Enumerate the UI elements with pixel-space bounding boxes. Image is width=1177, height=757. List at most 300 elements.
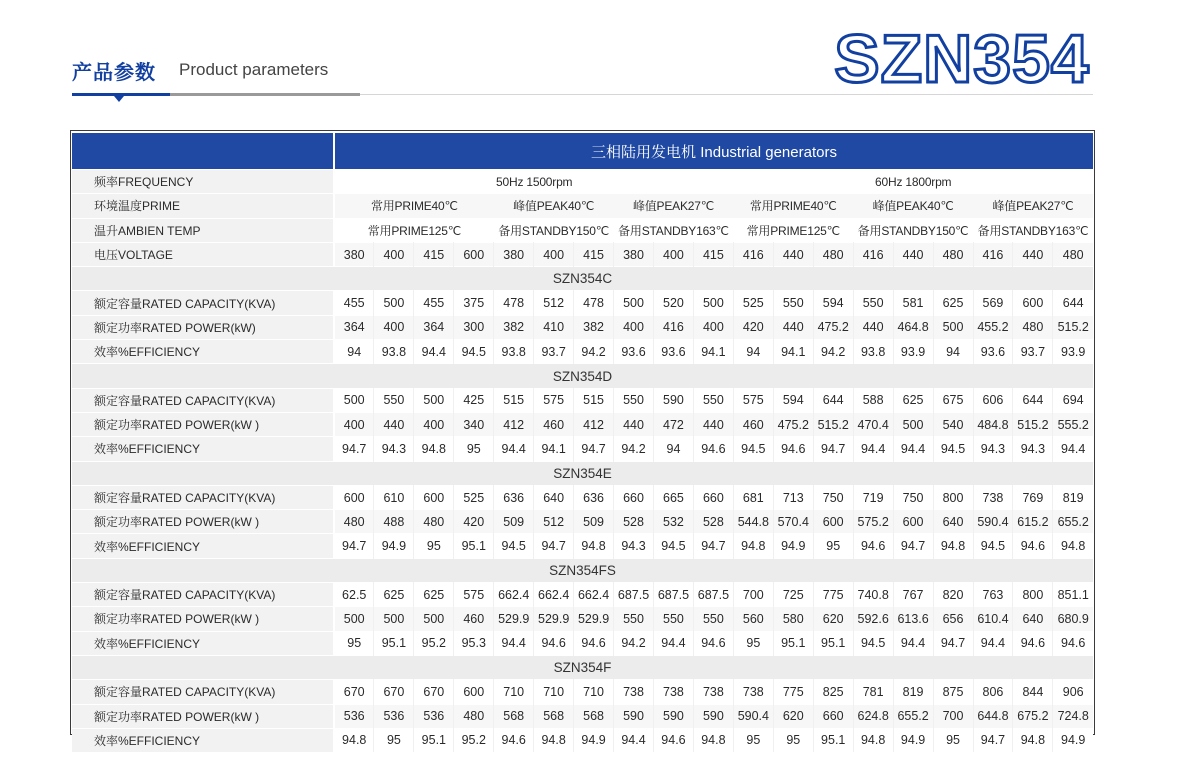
table-cell: 536	[334, 704, 374, 728]
table-cell: 94	[733, 340, 773, 364]
table-cell: 569	[973, 291, 1013, 315]
table-cell: 528	[693, 510, 733, 534]
table-cell: 500	[893, 412, 933, 436]
table-cell: 738	[654, 680, 694, 704]
table-cell: 94.6	[574, 631, 614, 655]
table-cell: 94.3	[614, 534, 654, 558]
table-cell: 94.6	[1013, 631, 1053, 655]
table-cell: 590	[654, 704, 694, 728]
table-cell: 636	[574, 485, 614, 509]
section-title-en: Product parameters	[179, 60, 329, 79]
table-cell: 94.3	[973, 437, 1013, 461]
table-cell: 480	[334, 510, 374, 534]
table-cell: 700	[733, 583, 773, 607]
table-cell: 93.7	[534, 340, 574, 364]
table-cell: 636	[494, 485, 534, 509]
table-cell: 94.5	[973, 534, 1013, 558]
table-cell: 544.8	[733, 510, 773, 534]
table-cell: 94.4	[414, 340, 454, 364]
table-cell: 94.4	[893, 631, 933, 655]
model-name: SZN354C	[72, 267, 1093, 291]
table-cell: 687.5	[654, 583, 694, 607]
table-cell: 769	[1013, 485, 1053, 509]
table-cell: 455	[414, 291, 454, 315]
table-cell: 416	[654, 315, 694, 339]
table-row	[72, 510, 1093, 534]
row-label: 效率%EFFICIENCY	[72, 340, 334, 364]
table-cell: 529.9	[574, 607, 614, 631]
table-cell: 529.9	[494, 607, 534, 631]
table-cell: 570.4	[773, 510, 813, 534]
table-cell: 94	[334, 340, 374, 364]
env-temp-50-peak27: 峰值PEAK27℃	[614, 194, 734, 218]
table-cell: 500	[414, 607, 454, 631]
table-cell: 550	[693, 388, 733, 412]
voltage-cell: 380	[614, 242, 654, 266]
voltage-cell: 415	[414, 242, 454, 266]
table-row	[72, 437, 1093, 461]
table-cell: 660	[614, 485, 654, 509]
table-cell: 500	[334, 607, 374, 631]
table-cell: 460	[454, 607, 494, 631]
table-row	[72, 534, 1093, 558]
table-cell: 440	[853, 315, 893, 339]
row-label-env-temp: 环境温度PRIME	[72, 194, 334, 218]
table-cell: 94.6	[853, 534, 893, 558]
table-cell: 528	[614, 510, 654, 534]
table-cell: 670	[374, 680, 414, 704]
table-cell: 575.2	[853, 510, 893, 534]
env-temp-row	[72, 194, 1093, 218]
table-cell: 94.6	[1053, 631, 1093, 655]
table-cell: 725	[773, 583, 813, 607]
table-cell: 94.1	[773, 340, 813, 364]
table-cell: 738	[733, 680, 773, 704]
table-cell: 94.4	[973, 631, 1013, 655]
table-cell: 500	[933, 315, 973, 339]
table-cell: 600	[1013, 291, 1053, 315]
table-row	[72, 388, 1093, 412]
table-cell: 94.6	[693, 437, 733, 461]
table-cell: 550	[614, 388, 654, 412]
title-underline	[170, 93, 360, 96]
table-cell: 644	[1053, 291, 1093, 315]
model-header-row	[72, 655, 1093, 679]
table-row	[72, 607, 1093, 631]
table-cell: 94.2	[614, 631, 654, 655]
table-cell: 94.4	[654, 631, 694, 655]
table-cell: 550	[693, 607, 733, 631]
table-cell: 763	[973, 583, 1013, 607]
table-cell: 94.7	[534, 534, 574, 558]
voltage-cell: 440	[773, 242, 813, 266]
table-cell: 440	[773, 315, 813, 339]
table-cell: 655.2	[1053, 510, 1093, 534]
table-cell: 95	[813, 534, 853, 558]
table-cell: 95.1	[454, 534, 494, 558]
table-cell: 819	[1053, 485, 1093, 509]
table-cell: 440	[693, 412, 733, 436]
model-name: SZN354E	[72, 461, 1093, 485]
table-cell: 94.2	[574, 340, 614, 364]
table-cell: 662.4	[494, 583, 534, 607]
table-cell: 95	[414, 534, 454, 558]
model-name: SZN354F	[72, 655, 1093, 679]
table-cell: 515	[494, 388, 534, 412]
table-cell: 94.5	[494, 534, 534, 558]
table-cell: 94.1	[693, 340, 733, 364]
table-cell: 475.2	[773, 412, 813, 436]
table-cell: 488	[374, 510, 414, 534]
table-cell: 95	[733, 631, 773, 655]
row-label-frequency: 频率FREQUENCY	[72, 170, 334, 194]
table-cell: 594	[773, 388, 813, 412]
table-cell: 382	[574, 315, 614, 339]
row-label: 额定功率RATED POWER(kW )	[72, 510, 334, 534]
table-cell: 600	[893, 510, 933, 534]
table-cell: 95.2	[454, 728, 494, 752]
model-name: SZN354D	[72, 364, 1093, 388]
table-cell: 472	[654, 412, 694, 436]
voltage-cell: 480	[1053, 242, 1093, 266]
table-cell: 851.1	[1053, 583, 1093, 607]
voltage-cell: 416	[733, 242, 773, 266]
table-cell: 455.2	[973, 315, 1013, 339]
model-header-row	[72, 558, 1093, 582]
table-cell: 94.3	[1013, 437, 1053, 461]
table-cell: 94.3	[374, 437, 414, 461]
table-cell: 94.8	[693, 728, 733, 752]
table-cell: 93.9	[1053, 340, 1093, 364]
table-cell: 93.6	[614, 340, 654, 364]
table-cell: 724.8	[1053, 704, 1093, 728]
voltage-cell: 480	[813, 242, 853, 266]
row-label: 效率%EFFICIENCY	[72, 728, 334, 752]
table-cell: 94.4	[893, 437, 933, 461]
table-cell: 675	[933, 388, 973, 412]
table-cell: 590	[614, 704, 654, 728]
table-cell: 781	[853, 680, 893, 704]
table-cell: 500	[414, 388, 454, 412]
table-cell: 875	[933, 680, 973, 704]
table-cell: 364	[414, 315, 454, 339]
table-cell: 594	[813, 291, 853, 315]
table-cell: 800	[1013, 583, 1053, 607]
voltage-cell: 440	[1013, 242, 1053, 266]
temp-rise-60-standby150: 备用STANDBY150℃	[853, 218, 973, 242]
table-cell: 94.4	[494, 631, 534, 655]
table-cell: 94.4	[614, 728, 654, 752]
table-cell: 509	[494, 510, 534, 534]
table-cell: 400	[334, 412, 374, 436]
table-cell: 375	[454, 291, 494, 315]
table-cell: 600	[414, 485, 454, 509]
table-cell: 470.4	[853, 412, 893, 436]
table-cell: 464.8	[893, 315, 933, 339]
table-row	[72, 291, 1093, 315]
table-cell: 94.8	[733, 534, 773, 558]
table-row	[72, 631, 1093, 655]
table-cell: 640	[1013, 607, 1053, 631]
table-cell: 94.1	[534, 437, 574, 461]
table-cell: 94	[654, 437, 694, 461]
table-cell: 400	[374, 315, 414, 339]
table-cell: 94.6	[773, 437, 813, 461]
table-cell: 425	[454, 388, 494, 412]
table-cell: 410	[534, 315, 574, 339]
table-cell: 800	[933, 485, 973, 509]
table-cell: 340	[454, 412, 494, 436]
table-cell: 94.8	[414, 437, 454, 461]
table-cell: 440	[374, 412, 414, 436]
table-cell: 515	[574, 388, 614, 412]
table-cell: 382	[494, 315, 534, 339]
table-cell: 581	[893, 291, 933, 315]
table-cell: 94.8	[1013, 728, 1053, 752]
table-cell: 575	[534, 388, 574, 412]
table-cell: 615.2	[1013, 510, 1053, 534]
table-cell: 94.9	[374, 534, 414, 558]
table-cell: 806	[973, 680, 1013, 704]
table-cell: 550	[614, 607, 654, 631]
table-cell: 575	[733, 388, 773, 412]
temp-rise-50-prime: 常用PRIME125℃	[334, 218, 494, 242]
table-cell: 515.2	[1013, 412, 1053, 436]
voltage-cell: 400	[374, 242, 414, 266]
table-cell: 820	[933, 583, 973, 607]
table-cell: 738	[973, 485, 1013, 509]
voltage-cell: 416	[853, 242, 893, 266]
table-cell: 94.9	[773, 534, 813, 558]
table-cell: 590.4	[973, 510, 1013, 534]
table-title-row	[72, 133, 1093, 170]
voltage-cell: 400	[654, 242, 694, 266]
header-divider	[360, 94, 1093, 95]
row-label: 额定功率RATED POWER(kW )	[72, 607, 334, 631]
table-cell: 738	[614, 680, 654, 704]
voltage-cell: 480	[933, 242, 973, 266]
table-cell: 484.8	[973, 412, 1013, 436]
row-label: 效率%EFFICIENCY	[72, 437, 334, 461]
table-cell: 536	[414, 704, 454, 728]
table-cell: 420	[733, 315, 773, 339]
table-cell: 819	[893, 680, 933, 704]
table-cell: 525	[454, 485, 494, 509]
table-cell: 95	[933, 728, 973, 752]
table-cell: 500	[374, 291, 414, 315]
row-label-temp-rise: 温升AMBIEN TEMP	[72, 218, 334, 242]
table-cell: 95.1	[813, 728, 853, 752]
table-cell: 719	[853, 485, 893, 509]
env-temp-50-prime: 常用PRIME40℃	[334, 194, 494, 218]
table-cell: 625	[414, 583, 454, 607]
table-cell: 500	[614, 291, 654, 315]
table-cell: 670	[414, 680, 454, 704]
table-cell: 515.2	[1053, 315, 1093, 339]
table-cell: 93.8	[853, 340, 893, 364]
table-cell: 93.8	[374, 340, 414, 364]
table-cell: 95.2	[414, 631, 454, 655]
voltage-cell: 600	[454, 242, 494, 266]
table-cell: 94	[933, 340, 973, 364]
table-cell: 750	[813, 485, 853, 509]
table-cell: 687.5	[693, 583, 733, 607]
table-row	[72, 485, 1093, 509]
table-cell: 94.6	[534, 631, 574, 655]
table-cell: 662.4	[574, 583, 614, 607]
table-cell: 95	[454, 437, 494, 461]
row-label: 额定容量RATED CAPACITY(KVA)	[72, 583, 334, 607]
table-row	[72, 412, 1093, 436]
env-temp-60-peak40: 峰值PEAK40℃	[853, 194, 973, 218]
table-cell: 95.1	[813, 631, 853, 655]
table-cell: 500	[334, 388, 374, 412]
table-cell: 460	[733, 412, 773, 436]
table-cell: 94.7	[813, 437, 853, 461]
table-cell: 412	[494, 412, 534, 436]
table-cell: 590	[693, 704, 733, 728]
model-name: SZN354FS	[72, 558, 1093, 582]
table-cell: 644	[813, 388, 853, 412]
table-cell: 675.2	[1013, 704, 1053, 728]
table-cell: 93.6	[973, 340, 1013, 364]
table-cell: 412	[574, 412, 614, 436]
section-title-cn: 产品参数	[72, 60, 156, 84]
table-cell: 536	[374, 704, 414, 728]
table-cell: 540	[933, 412, 973, 436]
model-header-row	[72, 267, 1093, 291]
table-cell: 825	[813, 680, 853, 704]
table-cell: 62.5	[334, 583, 374, 607]
table-cell: 610	[374, 485, 414, 509]
table-cell: 665	[654, 485, 694, 509]
table-cell: 590.4	[733, 704, 773, 728]
table-cell: 94.8	[534, 728, 574, 752]
table-cell: 94.7	[933, 631, 973, 655]
table-cell: 95.1	[374, 631, 414, 655]
env-temp-60-peak27: 峰值PEAK27℃	[973, 194, 1093, 218]
table-cell: 620	[773, 704, 813, 728]
table-cell: 94.5	[654, 534, 694, 558]
model-number-text: SZN354	[834, 22, 1090, 92]
table-cell: 95	[334, 631, 374, 655]
table-cell: 93.9	[893, 340, 933, 364]
frequency-60hz: 60Hz 1800rpm	[733, 170, 1093, 194]
table-cell: 95.3	[454, 631, 494, 655]
table-cell: 687.5	[614, 583, 654, 607]
table-cell: 94.7	[693, 534, 733, 558]
table-cell: 640	[933, 510, 973, 534]
table-cell: 644	[1013, 388, 1053, 412]
table-cell: 532	[654, 510, 694, 534]
table-cell: 550	[654, 607, 694, 631]
temp-rise-60-standby163: 备用STANDBY163℃	[973, 218, 1093, 242]
table-cell: 520	[654, 291, 694, 315]
table-cell: 555.2	[1053, 412, 1093, 436]
table-cell: 400	[693, 315, 733, 339]
voltage-cell: 415	[574, 242, 614, 266]
table-cell: 906	[1053, 680, 1093, 704]
model-header-row	[72, 461, 1093, 485]
table-cell: 94.7	[334, 534, 374, 558]
table-cell: 94.4	[494, 437, 534, 461]
table-cell: 300	[454, 315, 494, 339]
voltage-cell: 400	[534, 242, 574, 266]
table-cell: 420	[454, 510, 494, 534]
title-caret-icon	[114, 96, 124, 102]
table-row	[72, 680, 1093, 704]
row-label: 额定功率RATED POWER(kW)	[72, 315, 334, 339]
table-cell: 94.6	[693, 631, 733, 655]
row-label: 额定容量RATED CAPACITY(KVA)	[72, 388, 334, 412]
table-cell: 93.7	[1013, 340, 1053, 364]
voltage-cell: 415	[693, 242, 733, 266]
table-cell: 94.8	[1053, 534, 1093, 558]
table-cell: 775	[813, 583, 853, 607]
table-row	[72, 340, 1093, 364]
table-cell: 568	[494, 704, 534, 728]
table-cell: 670	[334, 680, 374, 704]
table-cell: 94.7	[574, 437, 614, 461]
table-cell: 575	[454, 583, 494, 607]
table-cell: 500	[374, 607, 414, 631]
table-cell: 710	[534, 680, 574, 704]
row-label: 额定功率RATED POWER(kW )	[72, 412, 334, 436]
voltage-cell: 416	[973, 242, 1013, 266]
table-cell: 580	[773, 607, 813, 631]
table-cell: 94.9	[893, 728, 933, 752]
table-cell: 94.7	[334, 437, 374, 461]
table-cell: 740.8	[853, 583, 893, 607]
table-cell: 680.9	[1053, 607, 1093, 631]
voltage-cell: 440	[893, 242, 933, 266]
table-cell: 94.6	[494, 728, 534, 752]
table-cell: 400	[414, 412, 454, 436]
row-label: 额定容量RATED CAPACITY(KVA)	[72, 680, 334, 704]
table-cell: 478	[494, 291, 534, 315]
table-cell: 94.7	[973, 728, 1013, 752]
model-header-row	[72, 364, 1093, 388]
table-cell: 529.9	[534, 607, 574, 631]
table-cell: 478	[574, 291, 614, 315]
table-cell: 95.1	[773, 631, 813, 655]
table-cell: 550	[853, 291, 893, 315]
table-cell: 710	[574, 680, 614, 704]
table-cell: 590	[654, 388, 694, 412]
table-cell: 560	[733, 607, 773, 631]
table-cell: 94.8	[574, 534, 614, 558]
table-cell: 440	[614, 412, 654, 436]
table-row	[72, 315, 1093, 339]
table-cell: 694	[1053, 388, 1093, 412]
table-cell: 844	[1013, 680, 1053, 704]
voltage-cell: 380	[334, 242, 374, 266]
table-cell: 94.5	[733, 437, 773, 461]
table-cell: 94.9	[1053, 728, 1093, 752]
table-cell: 93.8	[494, 340, 534, 364]
frequency-50hz: 50Hz 1500rpm	[334, 170, 733, 194]
temp-rise-60-prime: 常用PRIME125℃	[733, 218, 853, 242]
table-cell: 775	[773, 680, 813, 704]
table-cell: 400	[614, 315, 654, 339]
row-label-voltage: 电压VOLTAGE	[72, 242, 334, 266]
table-cell: 710	[494, 680, 534, 704]
table-cell: 738	[693, 680, 733, 704]
env-temp-60-prime: 常用PRIME40℃	[733, 194, 853, 218]
table-cell: 660	[813, 704, 853, 728]
table-cell: 625	[374, 583, 414, 607]
table-cell: 656	[933, 607, 973, 631]
